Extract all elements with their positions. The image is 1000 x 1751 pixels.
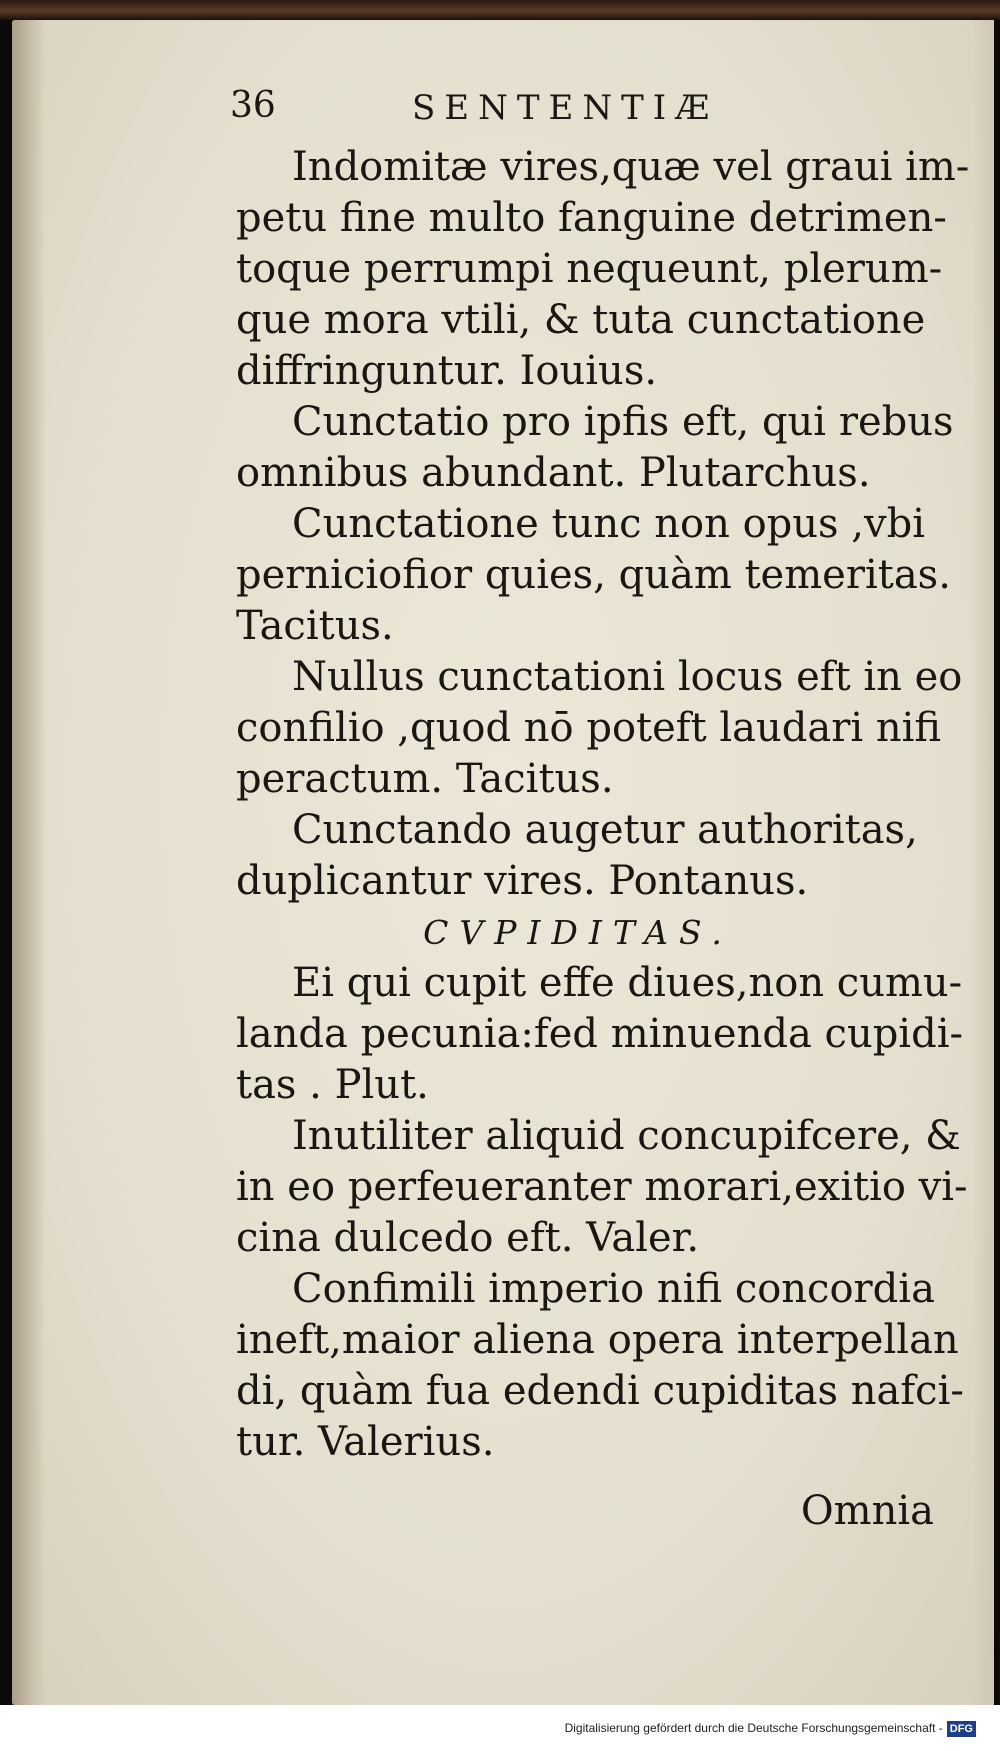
footer-credit [565, 1719, 976, 1737]
dfg-logo: DFG [947, 1721, 976, 1737]
text-line: Cunctatio pro ipfis eft, qui rebus [292, 399, 954, 445]
funding-notice: Digitalisierung gefördert durch die Deutsche Forschungsgemeinschaft - [564, 1721, 943, 1735]
text-line: di, quàm fua edendi cupiditas nafci- [236, 1368, 964, 1414]
catchword: Omnia [800, 1488, 934, 1534]
text-line: petu fine multo fanguine detrimen- [236, 195, 947, 241]
text-line: confilio ,quod nō poteft laudari nifi [236, 705, 942, 751]
text-line: landa pecunia:fed minuenda cupidi- [236, 1011, 964, 1057]
book-edge-top [0, 0, 1000, 20]
text-line: Indomitæ vires,quæ vel graui im- [292, 144, 970, 190]
text-line: Nullus cunctationi locus eft in eo [292, 654, 963, 700]
text-line: Inutiliter aliquid concupifcere, & [292, 1113, 961, 1159]
section-heading: CVPIDITAS. [423, 913, 733, 952]
text-line: Tacitus. [236, 603, 394, 649]
text-line: tur. Valerius. [236, 1419, 495, 1465]
text-line: que mora vtili, & tuta cunctatione [236, 297, 926, 343]
page-gutter-shadow [12, 20, 46, 1705]
text-line: in eo perfeueranter morari,exitio vi- [236, 1164, 968, 1210]
running-title: SENTENTIÆ [412, 88, 719, 128]
text-line: peractum. Tacitus. [236, 756, 614, 802]
body-text [236, 142, 970, 1537]
page-header [230, 66, 790, 136]
text-line: cina dulcedo eft. Valer. [236, 1215, 700, 1261]
text-line: Confimili imperio nifi concordia [292, 1266, 935, 1312]
text-line: duplicantur vires. Pontanus. [236, 858, 809, 904]
page-number: 36 [230, 85, 276, 126]
text-line: diffringuntur. Iouius. [236, 348, 658, 394]
text-line: toque perrumpi nequeunt, plerum- [236, 246, 943, 292]
text-line: perniciofior quies, quàm temeritas. [236, 552, 951, 598]
text-line: tas . Plut. [236, 1062, 429, 1108]
text-line: omnibus abundant. Plutarchus. [236, 450, 871, 496]
text-line: ineft,maior aliena opera interpellan [236, 1317, 959, 1363]
text-line: Cunctatione tunc non opus ,vbi [292, 501, 925, 547]
text-line: Cunctando augetur authoritas, [292, 807, 918, 853]
page-edge-shadow [972, 20, 994, 1705]
digitization-footer [0, 1705, 1000, 1751]
text-line: Ei qui cupit effe diues,non cumu- [292, 960, 963, 1006]
